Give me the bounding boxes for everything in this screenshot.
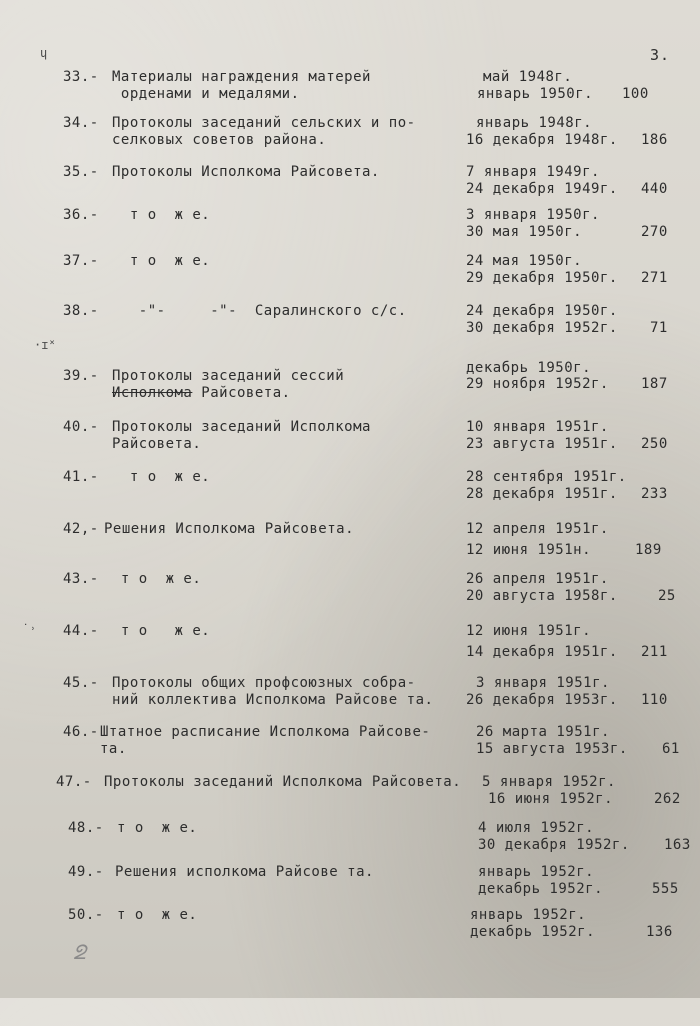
page-count: 71: [650, 320, 668, 336]
entry-title-line: Решения исполкома Райсове та.: [115, 864, 374, 880]
date-start: 28 сентября 1951г.: [466, 469, 627, 485]
date-end: 15 августа 1953г.: [476, 741, 628, 757]
page-count: 25: [658, 588, 676, 604]
date-end: 29 декабря 1950г.: [466, 270, 618, 286]
date-start: 12 апреля 1951г.: [466, 521, 609, 537]
entry-number: 42,-: [63, 521, 99, 537]
margin-mark: ˙˒: [22, 622, 37, 636]
entry-title-line: т о ж е.: [112, 253, 211, 269]
entry-number: 36.-: [63, 207, 99, 223]
entry-title-line: т о ж е.: [112, 623, 211, 639]
entry-50: [0, 907, 673, 1026]
struck-word: Исполкома: [112, 385, 193, 401]
date-end: 23 августа 1951г.: [466, 436, 618, 452]
entry-number: 45.-: [63, 675, 99, 691]
entry-title-line: [112, 385, 291, 402]
entry-title-line: т о ж е.: [112, 469, 211, 485]
corner-mark: ɥ: [40, 46, 48, 60]
entry-title-line: Протоколы заседаний сессий: [112, 368, 345, 384]
entry-number: 41.-: [63, 469, 99, 485]
date-start: 4 июля 1952г.: [478, 820, 595, 836]
page-count: 186: [641, 132, 668, 148]
entry-number: 35.-: [63, 164, 99, 180]
page-count: 262: [654, 791, 681, 807]
entry-title-line: Протоколы Исполкома Райсовета.: [112, 164, 380, 180]
page-count: 250: [641, 436, 668, 452]
entry-title-line: Штатное расписание Исполкома Райсове-: [100, 724, 431, 740]
entry-title-line: т о ж е.: [112, 571, 202, 587]
entry-number: 37.-: [63, 253, 99, 269]
entry-number: 40.-: [63, 419, 99, 435]
date-end: 20 августа 1958г.: [466, 588, 618, 604]
entry-title-line: Протоколы заседаний Исполкома: [112, 419, 371, 435]
date-start: май 1948г.: [483, 69, 573, 85]
date-start: 3 января 1950г.: [466, 207, 600, 223]
page-count: 189: [635, 542, 662, 558]
entry-number: 48.-: [68, 820, 104, 836]
margin-mark: ·ɪ˟: [34, 338, 56, 352]
date-end: 14 декабря 1951г.: [466, 644, 618, 660]
page-count: 211: [641, 644, 668, 660]
date-start: январь 1952г.: [478, 864, 595, 880]
entry-number: 34.-: [63, 115, 99, 131]
date-end: 28 декабря 1951г.: [466, 486, 618, 502]
title-line-rest: Райсовета.: [192, 385, 291, 401]
page-count: 270: [641, 224, 668, 240]
entry-title-line: т о ж е.: [117, 820, 198, 836]
date-start: 24 декабря 1950г.: [466, 303, 618, 319]
entry-number: 49.-: [68, 864, 104, 880]
date-end: 30 мая 1950г.: [466, 224, 583, 240]
entry-number: 38.-: [63, 303, 99, 319]
date-end: декабрь 1952г.: [470, 924, 596, 940]
entry-title-line: Протоколы общих профсоюзных собра-: [112, 675, 416, 691]
entry-title-line: т о ж е.: [112, 207, 211, 223]
date-end: 24 декабря 1949г.: [466, 181, 618, 197]
entry-number: 44.-: [63, 623, 99, 639]
date-end: 12 июня 1951н.: [466, 542, 592, 558]
date-start: декабрь 1950г.: [466, 360, 592, 376]
date-end: 29 ноября 1952г.: [466, 376, 609, 392]
entry-title-line: Материалы награждения матерей: [112, 69, 371, 85]
entry-number: 33.-: [63, 69, 99, 85]
date-start: 5 января 1952г.: [482, 774, 616, 790]
date-start: 26 апреля 1951г.: [466, 571, 609, 587]
entry-title-line: Протоколы заседаний сельских и по-: [112, 115, 416, 131]
page-count: 440: [641, 181, 668, 197]
page-count: 233: [641, 486, 668, 502]
entry-title-line: -"- -"- Саралинского с/с.: [112, 303, 407, 319]
entry-title-line: т о ж е.: [117, 907, 198, 923]
page-count: 100: [622, 86, 649, 102]
entry-number: 39.-: [63, 368, 99, 384]
date-end: январь 1950г.: [477, 86, 594, 102]
date-end: 26 декабря 1953г.: [466, 692, 618, 708]
page-count: 61: [662, 741, 680, 757]
page-count: 187: [641, 376, 668, 392]
page-number: 3.: [650, 46, 671, 64]
entry-title-line: селковых советов района.: [112, 132, 327, 148]
date-start: 7 января 1949г.: [466, 164, 600, 180]
entry-title-line: орденами и медалями.: [112, 86, 300, 102]
page-count: 555: [652, 881, 679, 897]
date-start: 24 мая 1950г.: [466, 253, 583, 269]
entry-number: 47.-: [56, 774, 92, 790]
date-end: декабрь 1952г.: [478, 881, 604, 897]
page-count: 163: [664, 837, 691, 853]
date-end: 16 декабря 1948г.: [466, 132, 618, 148]
date-end: 16 июня 1952г.: [488, 791, 614, 807]
entry-title-line: Райсовета.: [112, 436, 202, 452]
date-start: 26 марта 1951г.: [476, 724, 610, 740]
entry-title-line: та.: [100, 741, 127, 757]
entry-number: 50.-: [68, 907, 104, 923]
date-start: 3 января 1951г.: [476, 675, 610, 691]
date-end: 30 декабря 1952г.: [466, 320, 618, 336]
date-end: 30 декабря 1952г.: [478, 837, 630, 853]
entry-number: 43.-: [63, 571, 99, 587]
date-start: 12 июня 1951г.: [466, 623, 592, 639]
date-start: 10 января 1951г.: [466, 419, 609, 435]
pencil-mark: ᘖ: [73, 940, 86, 964]
entry-title-line: Протоколы заседаний Исполкома Райсовета.: [104, 774, 462, 790]
entry-title-line: Решения Исполкома Райсовета.: [104, 521, 355, 537]
entry-title-line: ний коллектива Исполкома Райсове та.: [112, 692, 434, 708]
date-start: январь 1948г.: [476, 115, 593, 131]
date-start: январь 1952г.: [470, 907, 587, 923]
page-count: 110: [641, 692, 668, 708]
page-count: 136: [646, 924, 673, 940]
page-count: 271: [641, 270, 668, 286]
entry-number: 46.-: [63, 724, 99, 740]
